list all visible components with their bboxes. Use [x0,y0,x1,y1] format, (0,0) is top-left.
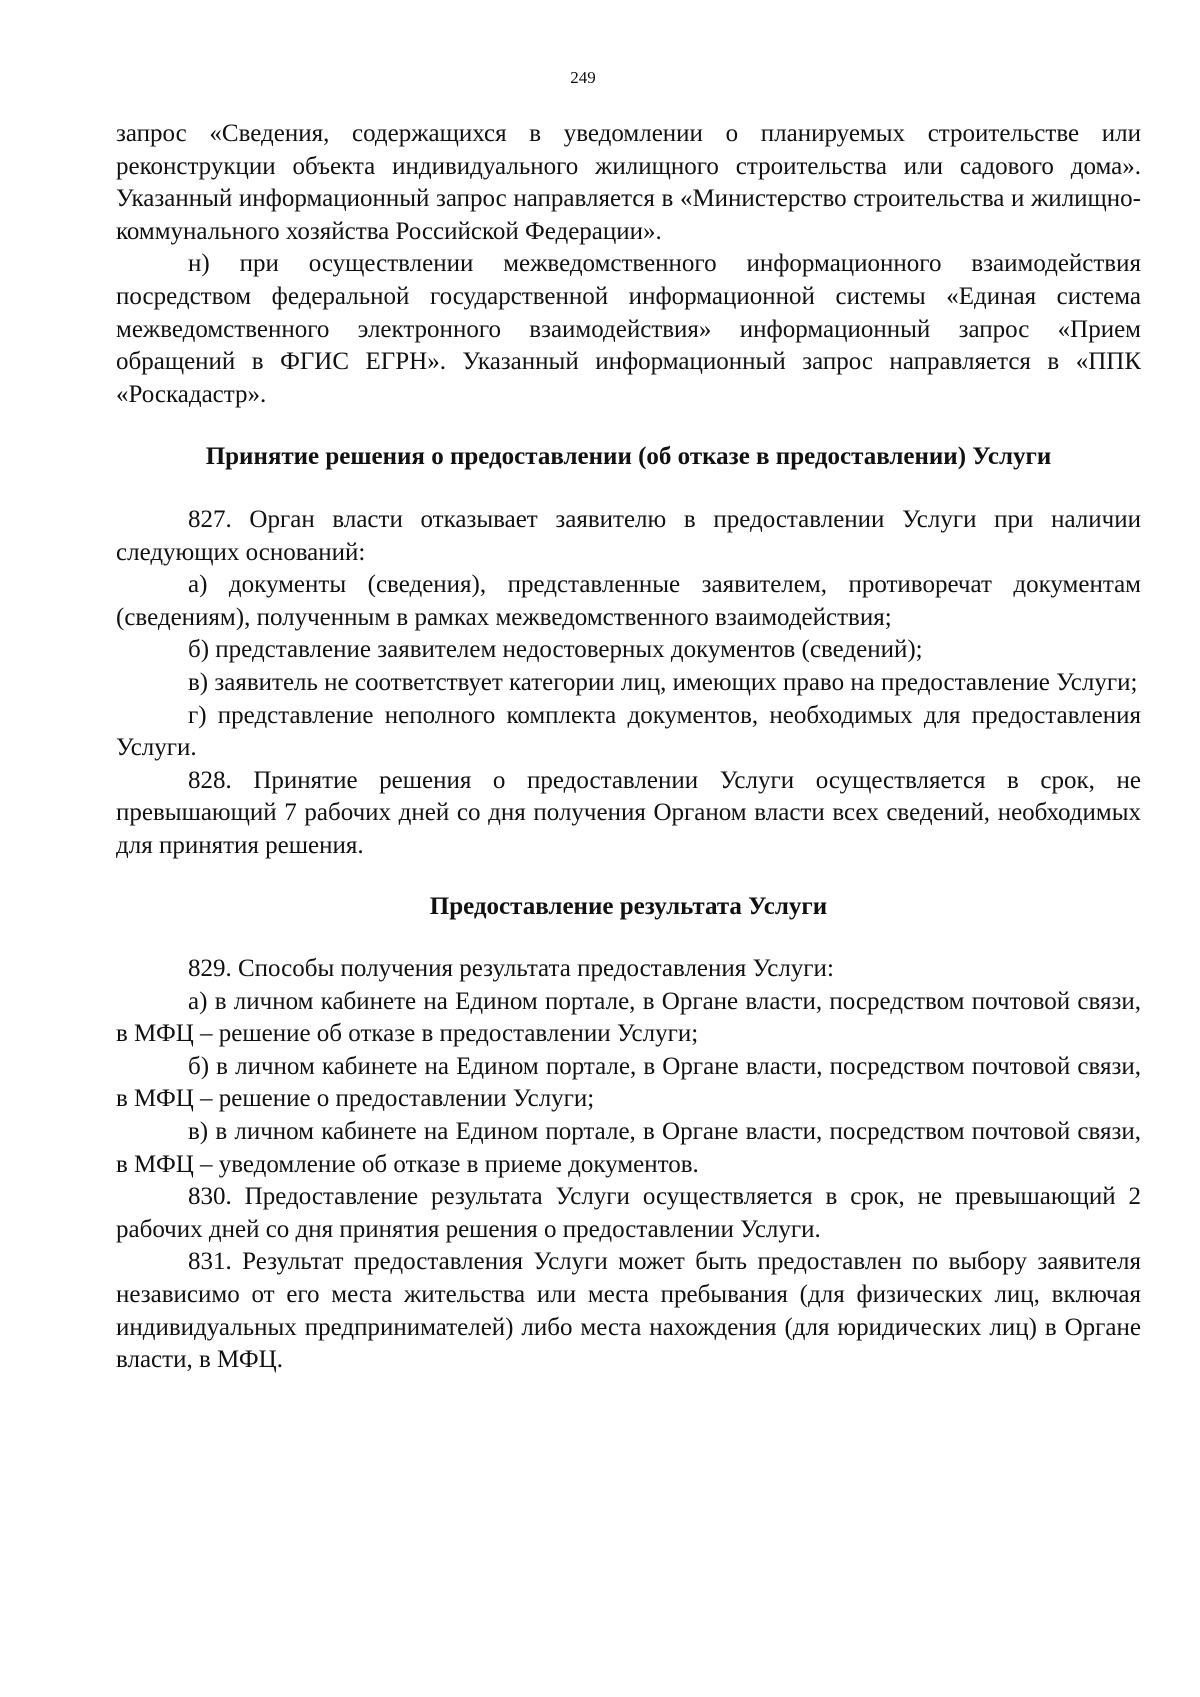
paragraph-827-a: а) документы (сведения), представленные заявителем, противоречат документам (сведениям), полученным в рамках межведомственного взаимодействия; [116,571,1141,631]
paragraph-827-v: в) заявитель не соответствует категории лиц, имеющих право на предоставление Услуги; [188,668,1138,696]
paragraph-item-n: н) при осуществлении межведомственного информационного взаимодействия посредством федеральной государственной информационной системы «Единая система межведомственного электронного взаимодействия» информационный запрос «Прием обращений в ФГИС ЕГРН». Указанный информационный запрос направляется в «ППК «Роскадастр». [116,250,1141,408]
paragraph-829: 829. Способы получения результата предоставления Услуги: [188,955,834,983]
paragraph-831: 831. Результат предоставления Услуги может быть предоставлен по выбору заявителя независимо от его места жительства или места пребывания (для физических лиц, включая индивидуальных предпринимателей) либо места нахождения (для юридических лиц) в Органе власти, в МФЦ. [116,1248,1141,1374]
paragraph-829-a: а) в личном кабинете на Едином портале, в Органе власти, посредством почтовой связи, в МФЦ – решение об отказе в предоставлении Услуги; [116,987,1141,1048]
paragraph-827-b: б) представление заявителем недостоверных документов (сведений); [188,636,923,664]
paragraph-continuation: запрос «Сведения, содержащихся в уведомлении о планируемых строительстве или реконструкции объекта индивидуального жилищного строительства или садового дома». Указанный информационный запрос направляется в «Министерство строительства и жилищно-коммунального хозяйства Российской Федерации». [116,120,1141,245]
document-body [116,118,1141,1377]
paragraph-827-g: г) представление неполного комплекта документов, необходимых для предоставления Услуги. [116,701,1141,762]
paragraph-828: 828. Принятие решения о предоставлении Услуги осуществляется в срок, не превышающий 7 рабочих дней со дня получения Органом власти всех сведений, необходимых для принятия решения. [116,766,1141,859]
section-heading-decision: Принятие решения о предоставлении (об отказе в предоставлении) Услуги [205,443,1052,471]
paragraph-827: 827. Орган власти отказывает заявителю в предоставлении Услуги при наличии следующих оснований: [116,505,1141,566]
paragraph-830: 830. Предоставление результата Услуги осуществляется в срок, не превышающий 2 рабочих дней со дня принятия решения о предоставлении Услуги. [116,1183,1141,1243]
section-heading-result: Предоставление результата Услуги [429,893,828,921]
paragraph-829-b: б) в личном кабинете на Едином портале, в Органе власти, посредством почтовой связи, в МФЦ – решение о предоставлении Услуги; [116,1052,1141,1113]
page-number: 249 [570,68,596,87]
paragraph-829-v: в) в личном кабинете на Едином портале, в Органе власти, посредством почтовой связи, в МФЦ – уведомление об отказе в приеме документов. [116,1118,1141,1178]
